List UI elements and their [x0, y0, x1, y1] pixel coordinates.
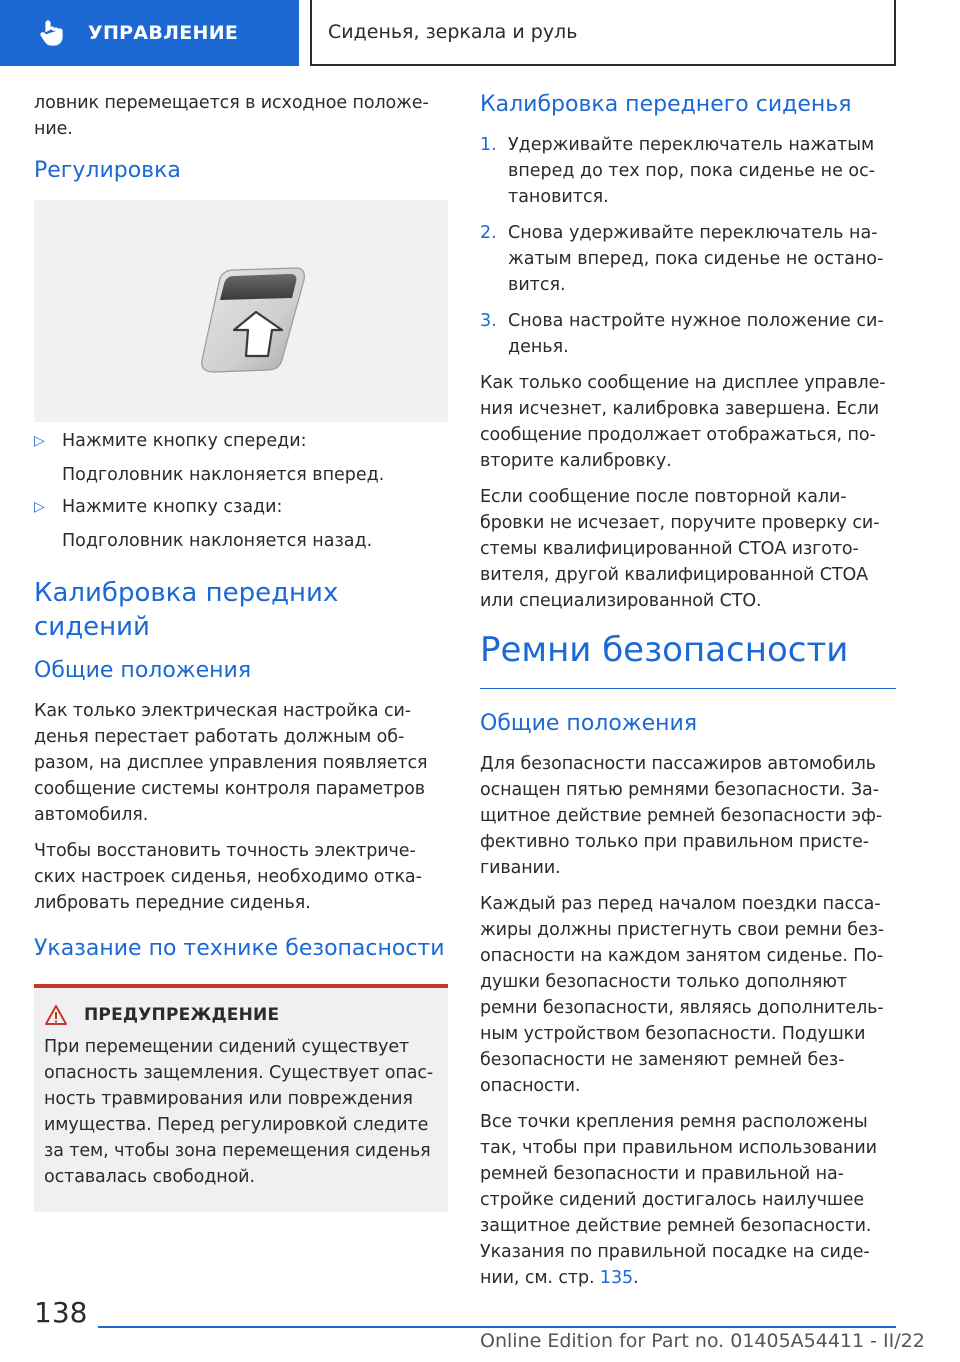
paragraph: Как только электрическая настройка сиденья перестает работать должным образом, на дисплее управления появляется сообщение системы контроля параметров автомобиля.	[34, 701, 428, 825]
bullet-item	[34, 428, 448, 454]
steps-list	[480, 132, 896, 360]
bullet-triangle-icon: ▷	[34, 499, 45, 515]
heading-general: Общие положения	[480, 711, 698, 736]
footer-edition: Online Edition for Part no. 01405A54411 - II/22	[480, 1330, 925, 1352]
warning-header	[44, 1004, 436, 1026]
heading-calibration: Калибровка передних сидений	[34, 578, 339, 642]
bullet-result: Подголовник наклоняется назад.	[62, 531, 373, 551]
heading-calibration-front: Калибровка переднего сиденья	[480, 92, 852, 117]
chapter-title: Сиденья, зеркала и руль	[328, 21, 578, 43]
page-link[interactable]: 135	[599, 1268, 634, 1288]
step-text: Снова настройте нужное положение сиденья.	[508, 311, 884, 357]
right-column	[480, 90, 896, 1301]
bullet-action: Нажмите кнопку сзади:	[62, 497, 283, 517]
paragraph: Как только сообщение на дисплее управления исчезнет, калибровка завершена. Если сообщение продолжает отображаться, повторите калибровку.	[480, 373, 886, 471]
paragraph-text: Все точки крепления ремня расположены так, чтобы при правильном использовании ремней безопасности и правильной настройке сидений достигалось наилучшее защитное действие ремней безопасности. Указания по правильной посадке на сидении, см. стр.	[480, 1112, 877, 1288]
bullet-item	[34, 494, 448, 520]
heading-general: Общие положения	[34, 658, 252, 683]
heading-safety: Указание по технике безопасности	[34, 936, 445, 961]
heading-adjust: Регулировка	[34, 158, 181, 183]
bullet-result: Подголовник наклоняется вперед.	[62, 465, 385, 485]
warning-title: ПРЕДУПРЕЖДЕНИЕ	[84, 1005, 280, 1025]
intro-text: ловник перемещается в исходное положение.	[34, 93, 429, 139]
warning-text: При перемещении сидений существует опасность защемления. Существует опасность травмирования или повреждения имущества. Перед регулировкой следите за тем, чтобы зона перемещения сиденья оставалась свободной.	[44, 1037, 434, 1187]
header-chapter-box	[310, 0, 896, 66]
step-number: 3.	[480, 311, 497, 331]
list-item	[480, 132, 896, 210]
footer-divider	[98, 1326, 896, 1328]
step-number: 1.	[480, 135, 497, 155]
paragraph: Чтобы восстановить точность электрических настроек сиденья, необходимо откалибровать передние сиденья.	[34, 841, 422, 913]
headrest-button-figure	[34, 200, 448, 422]
warning-box	[34, 984, 448, 1212]
hand-pointer-icon	[36, 18, 66, 48]
bullet-triangle-icon: ▷	[34, 433, 45, 449]
list-item	[480, 308, 896, 360]
list-item	[480, 220, 896, 298]
paragraph: Каждый раз перед началом поездки пассажиры должны пристегнуть свои ремни безопасности на каждом занятом сиденье. Подушки безопасности только дополняют ремни безопасности, являясь дополнительным устройством безопасности. Подушки безопасности не заменяют ремней безопасности.	[480, 894, 885, 1096]
heading-seat-belts: Ремни безопасности	[480, 628, 896, 689]
paragraph	[480, 1109, 896, 1291]
section-title: УПРАВЛЕНИЕ	[88, 22, 239, 44]
left-column	[34, 90, 448, 1212]
paragraph-end: .	[633, 1268, 639, 1288]
step-text: Удерживайте переключатель нажатым вперед до тех пор, пока сиденье не остановится.	[508, 135, 876, 207]
header-section-tab	[0, 0, 299, 66]
paragraph: Если сообщение после повторной калибровки не исчезает, поручите проверку системы квалифицированной СТОА изготовителя, другой квалифицированной СТОА или специализированной СТО.	[480, 487, 880, 611]
bullet-action: Нажмите кнопку спереди:	[62, 431, 307, 451]
paragraph: Для безопасности пассажиров автомобиль оснащен пятью ремнями безопасности. Защитное действие ремней безопасности эффективно только при правильном пристегивании.	[480, 754, 883, 878]
warning-triangle-icon	[44, 1004, 68, 1026]
page-number: 138	[34, 1296, 88, 1329]
step-number: 2.	[480, 223, 497, 243]
step-text: Снова удерживайте переключатель нажатым вперед, пока сиденье не остановится.	[508, 223, 884, 295]
headrest-button-arrow-icon	[34, 200, 448, 422]
